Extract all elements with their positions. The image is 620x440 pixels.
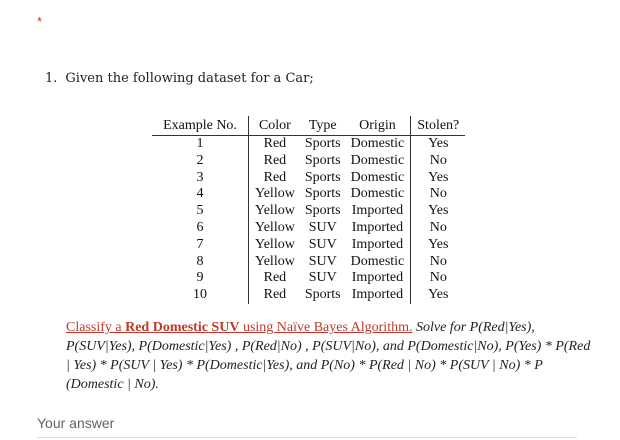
table-row xyxy=(152,220,465,237)
cell-color: Red xyxy=(263,287,287,303)
cell-color: Yellow xyxy=(255,203,295,219)
cell-example-no: 2 xyxy=(152,153,249,170)
cell-stolen: Yes xyxy=(428,169,449,185)
question-number: 1. xyxy=(45,71,58,86)
cell-type: Sports xyxy=(304,287,341,303)
cell-example-no: 3 xyxy=(152,170,249,187)
table-row xyxy=(152,203,465,220)
cell-example-no: 1 xyxy=(152,136,249,153)
cell-type: Sports xyxy=(304,203,341,219)
cell-color: Yellow xyxy=(255,253,295,269)
header-color: Color xyxy=(249,116,301,136)
table-row xyxy=(152,153,465,170)
cell-stolen: No xyxy=(429,152,447,168)
cell-example-no: 9 xyxy=(152,270,249,287)
cell-stolen: No xyxy=(429,186,447,202)
cell-type: SUV xyxy=(308,219,337,235)
cell-color: Red xyxy=(263,169,287,185)
cell-origin: Imported xyxy=(345,203,411,220)
cell-color: Yellow xyxy=(255,219,295,235)
answer-input[interactable]: Your answer xyxy=(37,415,115,431)
cell-color: Red xyxy=(263,270,287,286)
cell-stolen: No xyxy=(429,253,447,269)
table-row xyxy=(152,170,465,187)
table-row xyxy=(152,237,465,254)
classify-suffix: using Naïve Bayes Algorithm. xyxy=(239,320,413,335)
table-row xyxy=(152,186,465,203)
table-row xyxy=(152,270,465,287)
cell-example-no: 8 xyxy=(152,254,249,271)
header-type: Type xyxy=(301,116,345,136)
cell-stolen: No xyxy=(429,270,447,286)
cell-color: Red xyxy=(263,136,287,151)
cell-type: SUV xyxy=(308,253,337,269)
task-instructions xyxy=(66,318,592,394)
cell-color: Yellow xyxy=(255,186,295,202)
question-title xyxy=(45,71,314,86)
cell-origin: Domestic xyxy=(345,186,411,203)
car-dataset-table xyxy=(152,116,465,304)
table-row xyxy=(152,254,465,271)
cell-example-no: 7 xyxy=(152,237,249,254)
solve-for-text: Solve for P(Red|Yes), P(SUV|Yes), P(Domestic|Yes) , P(Red|No) , P(SUV|No), and P(Domestic|No), P(Yes) * P(Red | Yes) * P(SUV | Yes) * P(Domestic|Yes), and P(No) * P(Red | No) * P(SUV | No) * P (Domestic | No). xyxy=(66,320,591,392)
cell-origin: Imported xyxy=(345,220,411,237)
header-stolen: Stolen? xyxy=(411,116,466,136)
question-text: Given the following dataset for a Car; xyxy=(65,71,314,86)
cell-example-no: 4 xyxy=(152,186,249,203)
cell-stolen: No xyxy=(429,219,447,235)
answer-underline xyxy=(37,437,577,438)
classify-instruction xyxy=(66,320,412,335)
cell-color: Red xyxy=(263,152,287,168)
cell-origin: Imported xyxy=(345,287,411,304)
cell-origin: Domestic xyxy=(345,170,411,187)
cell-type: Sports xyxy=(304,152,341,168)
cell-origin: Imported xyxy=(345,270,411,287)
cell-type: Sports xyxy=(304,136,341,151)
cell-example-no: 6 xyxy=(152,220,249,237)
cell-type: Sports xyxy=(304,186,341,202)
cell-stolen: Yes xyxy=(428,287,449,303)
cell-stolen: Yes xyxy=(428,236,449,252)
cell-example-no: 5 xyxy=(152,203,249,220)
table-body xyxy=(152,136,465,304)
cell-origin: Domestic xyxy=(345,136,411,153)
cell-type: SUV xyxy=(308,236,337,252)
header-origin: Origin xyxy=(345,116,411,136)
cell-origin: Domestic xyxy=(345,254,411,271)
header-example-no: Example No. xyxy=(152,116,249,136)
cell-origin: Imported xyxy=(345,237,411,254)
cell-type: SUV xyxy=(308,270,337,286)
cell-origin: Domestic xyxy=(345,153,411,170)
cell-color: Yellow xyxy=(255,236,295,252)
cell-stolen: Yes xyxy=(428,136,449,151)
table-header-row xyxy=(152,116,465,136)
cell-type: Sports xyxy=(304,169,341,185)
classify-prefix: Classify a xyxy=(66,320,126,335)
classify-target: Red Domestic SUV xyxy=(125,320,240,335)
table-row xyxy=(152,287,465,304)
cell-example-no: 10 xyxy=(152,287,249,304)
cell-stolen: Yes xyxy=(428,203,449,219)
required-asterisk: * xyxy=(37,14,43,29)
table-row xyxy=(152,136,465,153)
